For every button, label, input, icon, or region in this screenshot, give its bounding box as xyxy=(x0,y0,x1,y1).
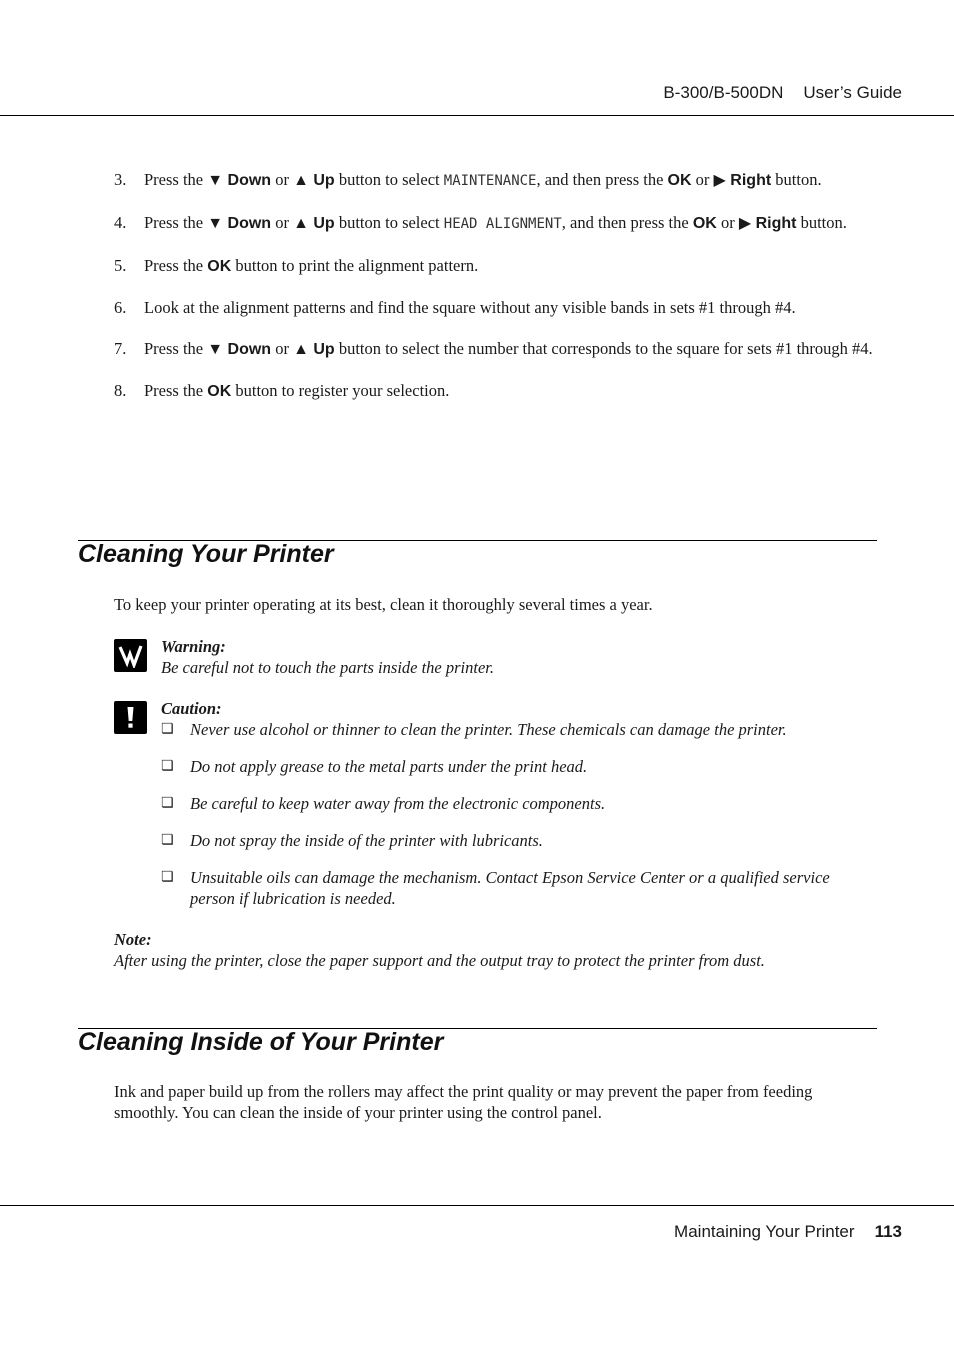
step-text-run: button to select xyxy=(334,170,444,189)
button-label: OK xyxy=(207,383,232,400)
lcd-menu-text: MAINTENANCE xyxy=(443,173,537,189)
lcd-menu-text: HEAD ALIGNMENT xyxy=(443,216,562,232)
caution-item xyxy=(161,719,876,740)
step-number: 7. xyxy=(114,339,127,358)
caution-item xyxy=(161,830,876,851)
button-label: ▼ Down xyxy=(207,215,272,232)
step-number: 8. xyxy=(114,381,127,400)
step-number: 4. xyxy=(114,213,127,232)
warning-title: Warning: xyxy=(161,637,226,656)
caution-item xyxy=(161,756,876,777)
step-text-run: or xyxy=(271,213,294,232)
step-text-run: or xyxy=(691,170,714,189)
caution-list xyxy=(161,719,876,909)
step-text xyxy=(144,212,874,235)
page-footer xyxy=(674,1222,902,1242)
note xyxy=(114,929,876,971)
step-number: 5. xyxy=(114,256,127,275)
step-text-run: or xyxy=(716,213,739,232)
caution-icon xyxy=(114,701,147,734)
footer-rule xyxy=(0,1205,954,1206)
caution-item xyxy=(161,867,876,909)
button-label: OK xyxy=(692,215,717,232)
checkbox-bullet-icon: ❏ xyxy=(161,721,174,737)
caution-item-text: Never use alcohol or thinner to clean the printer. These chemicals can damage the printer. xyxy=(190,720,787,739)
button-label: ▲ Up xyxy=(293,172,335,189)
step-text-run: Press the xyxy=(144,213,208,232)
button-label: ▲ Up xyxy=(293,341,335,358)
step-text-run: Press the xyxy=(144,339,208,358)
warning-notice xyxy=(161,636,876,678)
section-intro: Ink and paper build up from the rollers may affect the print quality or may prevent the paper from feeding smoothly. You can clean the inside of your printer using the control panel. xyxy=(114,1082,813,1122)
checkbox-bullet-icon: ❏ xyxy=(161,869,174,885)
section-intro: To keep your printer operating at its best, clean it thoroughly several times a year. xyxy=(114,595,653,614)
step-text xyxy=(144,255,874,277)
step-text xyxy=(144,169,874,192)
step-item xyxy=(114,338,874,360)
header-model: B-300/B-500DN xyxy=(663,83,784,102)
step-text-run: or xyxy=(271,170,294,189)
step-text-run: button to select xyxy=(334,213,444,232)
step-number: 3. xyxy=(114,170,127,189)
step-text-run: button. xyxy=(796,213,847,232)
header-rule xyxy=(0,115,954,116)
caution-item-text: Be careful to keep water away from the electronic components. xyxy=(190,794,606,813)
section-heading: Cleaning Your Printer xyxy=(78,540,334,568)
step-text-run: Press the xyxy=(144,256,208,275)
button-label: ▼ Down xyxy=(207,341,272,358)
step-text-run: Look at the alignment patterns and find the square without any visible bands in sets #1 through #4. xyxy=(144,298,796,317)
step-text-run: button to select the number that corresponds to the square for sets #1 through #4. xyxy=(334,339,873,358)
checkbox-bullet-icon: ❏ xyxy=(161,758,174,774)
note-text: After using the printer, close the paper support and the output tray to protect the printer from dust. xyxy=(114,951,765,970)
caution-item xyxy=(161,793,876,814)
section-heading: Cleaning Inside of Your Printer xyxy=(78,1028,444,1056)
step-text-run: or xyxy=(271,339,294,358)
page-number: 113 xyxy=(874,1222,902,1241)
button-label: OK xyxy=(667,172,692,189)
step-text-run: Press the xyxy=(144,170,208,189)
header-guide-title: User’s Guide xyxy=(803,83,902,102)
step-number: 6. xyxy=(114,298,127,317)
caution-notice xyxy=(161,698,876,909)
step-item xyxy=(114,380,874,402)
step-item xyxy=(114,212,874,235)
step-text xyxy=(144,380,874,402)
button-label: ▶ Right xyxy=(738,215,797,232)
step-text xyxy=(144,297,874,318)
footer-section-title: Maintaining Your Printer xyxy=(674,1222,855,1241)
step-text-run: button to print the alignment pattern. xyxy=(231,256,479,275)
procedure-steps xyxy=(114,169,874,422)
step-item xyxy=(114,255,874,277)
button-label: ▼ Down xyxy=(207,172,272,189)
note-title: Note: xyxy=(114,930,152,949)
step-item xyxy=(114,169,874,192)
checkbox-bullet-icon: ❏ xyxy=(161,832,174,848)
warning-icon xyxy=(114,639,147,672)
checkbox-bullet-icon: ❏ xyxy=(161,795,174,811)
step-text-run: button to register your selection. xyxy=(231,381,450,400)
step-item xyxy=(114,297,874,318)
button-label: ▶ Right xyxy=(713,172,772,189)
step-text-run: button. xyxy=(771,170,822,189)
button-label: ▲ Up xyxy=(293,215,335,232)
page-header xyxy=(663,83,902,103)
caution-item-text: Do not spray the inside of the printer with lubricants. xyxy=(190,831,543,850)
caution-item-text: Unsuitable oils can damage the mechanism. Contact Epson Service Center or a qualified service person if lubrication is needed. xyxy=(190,868,830,908)
button-label: OK xyxy=(207,258,232,275)
step-text-run: , and then press the xyxy=(561,213,693,232)
step-text-run: Press the xyxy=(144,381,208,400)
step-text-run: , and then press the xyxy=(536,170,668,189)
caution-item-text: Do not apply grease to the metal parts under the print head. xyxy=(190,757,588,776)
caution-title: Caution: xyxy=(161,699,222,718)
warning-text: Be careful not to touch the parts inside the printer. xyxy=(161,658,495,677)
step-text xyxy=(144,338,874,360)
